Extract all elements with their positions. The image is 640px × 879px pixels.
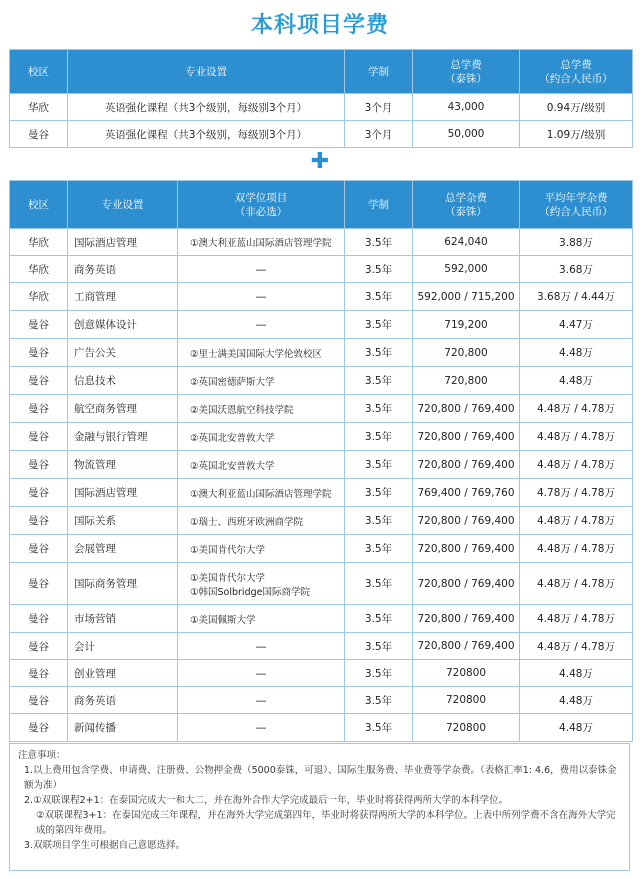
fee-cell: 50,000 (413, 121, 520, 148)
fee-cell: 720800 (413, 660, 520, 687)
dual-degree-cell (178, 451, 345, 479)
campus-cell: 曼谷 (10, 339, 68, 367)
duration-cell: 3.5年 (345, 660, 413, 687)
header-campus: 校区 (10, 181, 68, 229)
dual-degree-cell (178, 311, 345, 339)
duration-cell: 3个月 (345, 121, 413, 148)
header-duration: 学制 (345, 50, 413, 94)
dual-degree-cell (178, 395, 345, 423)
rmb-cell: 4.48万 (520, 714, 633, 742)
campus-cell: 曼谷 (10, 633, 68, 660)
bachelor-program-table (9, 180, 633, 742)
fee-cell: 720,800 / 769,400 (413, 563, 520, 605)
header-total-fee-rmb: 总学费 （约合人民币） (520, 50, 633, 94)
campus-cell: 曼谷 (10, 660, 68, 687)
dual-degree-cell (178, 660, 345, 687)
dual-degree-text: ①韩国Solbridge国际商学院 (190, 586, 310, 598)
dual-degree-text: ①美国佩斯大学 (190, 614, 256, 626)
table-header-row (10, 50, 633, 94)
dual-degree-text: — (255, 693, 267, 707)
campus-cell: 曼谷 (10, 687, 68, 714)
fee-cell: 592,000 / 715,200 (413, 283, 520, 311)
dual-degree-text: ①澳大利亚蓝山国际酒店管理学院 (190, 238, 332, 249)
program-cell: 商务英语 (68, 256, 178, 283)
duration-cell: 3.5年 (345, 311, 413, 339)
program-cell: 英语强化课程（共3个级别，每级别3个月） (68, 121, 345, 148)
campus-cell: 曼谷 (10, 423, 68, 451)
dual-degree-text: ②英国密德萨斯大学 (190, 376, 275, 388)
dual-degree-cell (178, 229, 345, 256)
table-row (10, 687, 633, 714)
campus-cell: 曼谷 (10, 121, 68, 148)
duration-cell: 3.5年 (345, 395, 413, 423)
header-total-fee: 总学费 （泰铢） (413, 50, 520, 94)
table-row (10, 633, 633, 660)
dual-degree-text: ①美国肯代尔大学 (190, 572, 266, 584)
table-row (10, 535, 633, 563)
notes-box (9, 743, 630, 871)
rmb-cell: 4.47万 (520, 311, 633, 339)
dual-degree-text: — (255, 290, 267, 303)
dual-degree-text: — (255, 639, 267, 653)
dual-degree-cell (178, 367, 345, 395)
table-row (10, 423, 633, 451)
program-cell: 市场营销 (68, 605, 178, 633)
campus-cell: 曼谷 (10, 507, 68, 535)
dual-degree-text: — (255, 318, 267, 331)
dual-degree-text: — (255, 262, 267, 276)
program-cell: 创意媒体设计 (68, 311, 178, 339)
fee-cell: 720,800 / 769,400 (413, 423, 520, 451)
dual-degree-cell (178, 283, 345, 311)
table-row (10, 507, 633, 535)
table-row (10, 395, 633, 423)
header-dual-degree: 双学位项目 （非必选） (178, 181, 345, 229)
program-cell: 创业管理 (68, 660, 178, 687)
fee-cell: 624,040 (413, 229, 520, 256)
rmb-cell: 4.48万 / 4.78万 (520, 633, 633, 660)
table-row (10, 229, 633, 256)
fee-cell: 769,400 / 769,760 (413, 479, 520, 507)
dual-degree-cell (178, 507, 345, 535)
dual-degree-text: ②英国北安普敦大学 (190, 460, 275, 472)
program-cell: 信息技术 (68, 367, 178, 395)
fee-cell: 592,000 (413, 256, 520, 283)
duration-cell: 3.5年 (345, 423, 413, 451)
campus-cell: 曼谷 (10, 563, 68, 605)
dual-degree-text: ①澳大利亚蓝山国际酒店管理学院 (190, 488, 332, 500)
table-row (10, 605, 633, 633)
rmb-cell: 4.48万 / 4.78万 (520, 535, 633, 563)
fee-cell: 720,800 / 769,400 (413, 451, 520, 479)
rmb-cell: 4.48万 / 4.78万 (520, 395, 633, 423)
rmb-cell: 4.48万 (520, 339, 633, 367)
duration-cell: 3.5年 (345, 256, 413, 283)
header-duration: 学制 (345, 181, 413, 229)
dual-degree-cell (178, 605, 345, 633)
table-header-row (10, 181, 633, 229)
duration-cell: 3.5年 (345, 507, 413, 535)
table-row (10, 563, 633, 605)
campus-cell: 华欣 (10, 283, 68, 311)
program-cell: 新闻传播 (68, 714, 178, 742)
dual-degree-cell (178, 479, 345, 507)
fee-cell: 720,800 / 769,400 (413, 633, 520, 660)
duration-cell: 3.5年 (345, 229, 413, 256)
dual-degree-cell (178, 339, 345, 367)
rmb-cell: 3.68万 (520, 256, 633, 283)
duration-cell: 3.5年 (345, 687, 413, 714)
table-row (10, 256, 633, 283)
program-cell: 国际商务管理 (68, 563, 178, 605)
rmb-cell: 1.09万/级别 (520, 121, 633, 148)
table-row (10, 283, 633, 311)
rmb-cell: 3.88万 (520, 229, 633, 256)
program-cell: 商务英语 (68, 687, 178, 714)
dual-degree-text: ②里士满美国国际大学伦敦校区 (190, 348, 323, 360)
table-row (10, 451, 633, 479)
rmb-cell: 3.68万 / 4.44万 (520, 283, 633, 311)
fee-cell: 43,000 (413, 94, 520, 121)
campus-cell: 华欣 (10, 256, 68, 283)
dual-degree-cell (178, 256, 345, 283)
fee-cell: 720,800 / 769,400 (413, 605, 520, 633)
header-campus: 校区 (10, 50, 68, 94)
table-row (10, 367, 633, 395)
program-cell: 物流管理 (68, 451, 178, 479)
fee-cell: 720,800 / 769,400 (413, 535, 520, 563)
program-cell: 国际关系 (68, 507, 178, 535)
campus-cell: 曼谷 (10, 311, 68, 339)
rmb-cell: 4.48万 (520, 660, 633, 687)
program-cell: 会展管理 (68, 535, 178, 563)
program-cell: 会计 (68, 633, 178, 660)
rmb-cell: 4.48万 / 4.78万 (520, 451, 633, 479)
dual-degree-cell (178, 423, 345, 451)
program-cell: 工商管理 (68, 283, 178, 311)
header-program: 专业设置 (68, 50, 345, 94)
duration-cell: 3.5年 (345, 339, 413, 367)
dual-degree-text: ①瑞士、西班牙欧洲商学院 (190, 516, 304, 528)
fee-cell: 720,800 (413, 367, 520, 395)
duration-cell: 3.5年 (345, 633, 413, 660)
campus-cell: 曼谷 (10, 714, 68, 742)
dual-degree-cell (178, 687, 345, 714)
dual-degree-cell (178, 714, 345, 742)
plus-icon: ✚ (310, 149, 330, 174)
duration-cell: 3.5年 (345, 367, 413, 395)
table-row (10, 714, 633, 742)
fee-cell: 720,800 / 769,400 (413, 507, 520, 535)
campus-cell: 曼谷 (10, 395, 68, 423)
rmb-cell: 4.48万 (520, 687, 633, 714)
program-cell: 国际酒店管理 (68, 229, 178, 256)
table-row (10, 94, 633, 121)
campus-cell: 曼谷 (10, 451, 68, 479)
header-program: 专业设置 (68, 181, 178, 229)
duration-cell: 3.5年 (345, 605, 413, 633)
note-2a: 2.①双联课程2+1：在泰国完成大一和大二，并在海外合作大学完成最后一年，毕业时将获得两所大学的本科学位。 (24, 795, 509, 806)
dual-degree-text: ②英国北安普敦大学 (190, 432, 275, 444)
dual-degree-cell (178, 633, 345, 660)
rmb-cell: 0.94万/级别 (520, 94, 633, 121)
program-cell: 国际酒店管理 (68, 479, 178, 507)
table-row (10, 339, 633, 367)
rmb-cell: 4.48万 (520, 367, 633, 395)
rmb-cell: 4.48万 / 4.78万 (520, 605, 633, 633)
campus-cell: 华欣 (10, 229, 68, 256)
rmb-cell: 4.48万 / 4.78万 (520, 507, 633, 535)
duration-cell: 3.5年 (345, 563, 413, 605)
rmb-cell: 4.78万 / 4.78万 (520, 479, 633, 507)
table-row (10, 121, 633, 148)
campus-cell: 曼谷 (10, 605, 68, 633)
notes-title: 注意事项： (18, 750, 66, 761)
duration-cell: 3.5年 (345, 479, 413, 507)
page-title: 本科项目学费 (250, 13, 389, 38)
program-cell: 航空商务管理 (68, 395, 178, 423)
duration-cell: 3.5年 (345, 451, 413, 479)
header-total-fee: 总学杂费 （泰铢） (413, 181, 520, 229)
dual-degree-text: ②美国沃恩航空科技学院 (190, 404, 294, 416)
dual-degree-cell (178, 563, 345, 605)
program-cell: 英语强化课程（共3个级别，每级别3个月） (68, 94, 345, 121)
campus-cell: 曼谷 (10, 479, 68, 507)
note-3: 3.双联项目学生可根据自己意愿选择。 (24, 840, 186, 851)
dual-degree-text: — (255, 666, 267, 680)
fee-cell: 720,800 (413, 339, 520, 367)
dual-degree-cell (178, 535, 345, 563)
campus-cell: 华欣 (10, 94, 68, 121)
duration-cell: 3.5年 (345, 535, 413, 563)
dual-degree-text: ①美国肯代尔大学 (190, 544, 266, 556)
program-cell: 金融与银行管理 (68, 423, 178, 451)
fee-cell: 720800 (413, 714, 520, 742)
rmb-cell: 4.48万 / 4.78万 (520, 563, 633, 605)
fee-cell: 720800 (413, 687, 520, 714)
fee-cell: 719,200 (413, 311, 520, 339)
table-row (10, 479, 633, 507)
duration-cell: 3.5年 (345, 283, 413, 311)
english-course-table (9, 49, 633, 148)
fee-cell: 720,800 / 769,400 (413, 395, 520, 423)
rmb-cell: 4.48万 / 4.78万 (520, 423, 633, 451)
campus-cell: 曼谷 (10, 367, 68, 395)
duration-cell: 3个月 (345, 94, 413, 121)
table-row (10, 311, 633, 339)
note-1: 1.以上费用包含学费、申请费、注册费、公物押金费（5000泰铢，可退）、国际生服务费、毕业费等学杂费。（表格汇率1: 4.6，费用以泰铢金额为准） (24, 765, 617, 791)
program-cell: 广告公关 (68, 339, 178, 367)
header-annual-fee-rmb: 平均年学杂费 （约合人民币） (520, 181, 633, 229)
dual-degree-text: — (255, 721, 267, 734)
duration-cell: 3.5年 (345, 714, 413, 742)
campus-cell: 曼谷 (10, 535, 68, 563)
note-2b: ②双联课程3+1：在泰国完成三年课程，并在海外大学完成第四年，毕业时将获得两所大学的本科学位。上表中所列学费不含在海外大学完成的第四年费用。 (36, 810, 616, 836)
table-row (10, 660, 633, 687)
